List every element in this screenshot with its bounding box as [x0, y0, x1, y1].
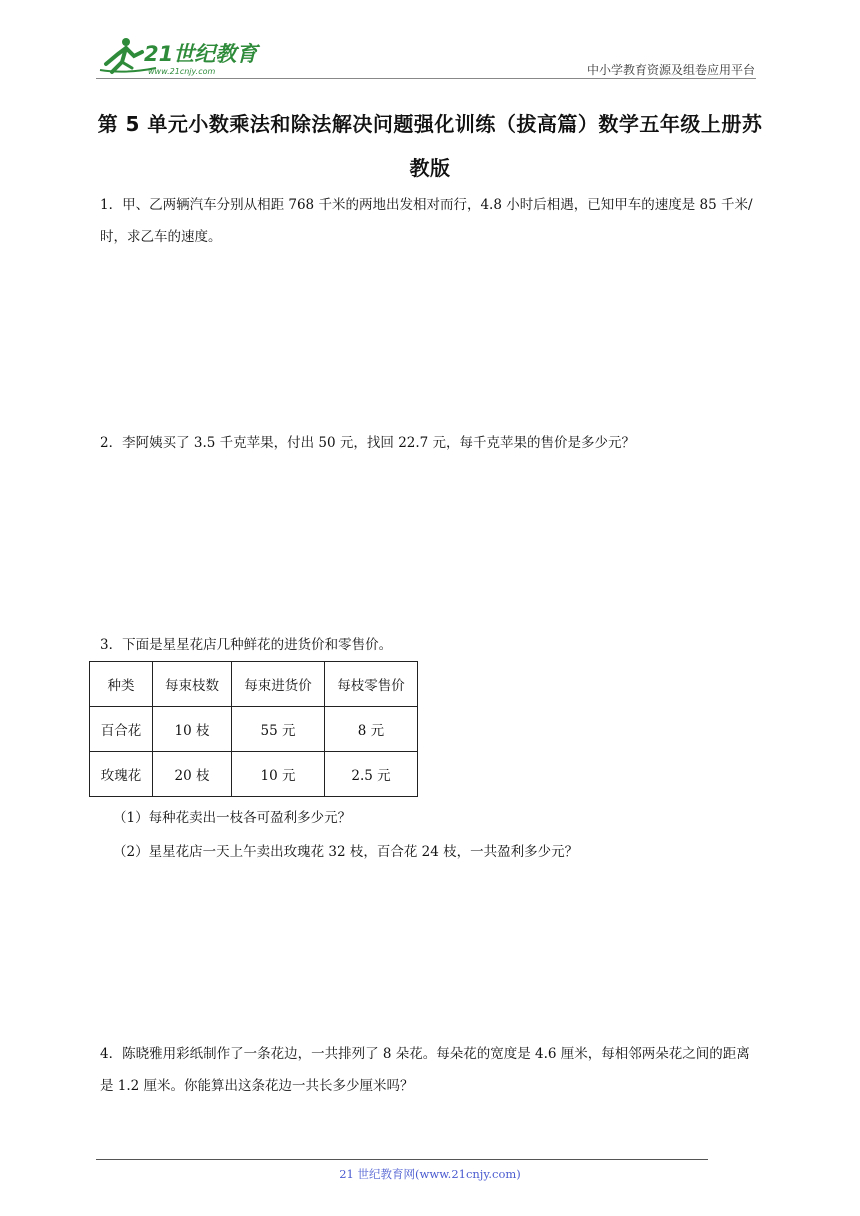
- table-header-cell: 每束枝数: [153, 662, 232, 707]
- question-3: 3．下面是星星花店几种鲜花的进货价和零售价。: [100, 637, 393, 653]
- header-tagline: 中小学教育资源及组卷应用平台: [586, 63, 755, 77]
- sub-question-1: （1）每种花卖出一枝各可盈利多少元？: [113, 810, 352, 826]
- table-cell: 20 枝: [153, 752, 232, 797]
- logo-url: www.21cnjy.com: [148, 67, 216, 76]
- table-cell: 10 枝: [153, 707, 232, 752]
- sub-question-2: （2）星星花店一天上午卖出玫瑰花 32 枝，百合花 24 枝，一共盈利多少元？: [113, 844, 579, 860]
- table-header-row: [90, 662, 418, 707]
- table-header-cell: 每束进货价: [232, 662, 325, 707]
- table-cell: 55 元: [232, 707, 325, 752]
- question-4: 4．陈晓雅用彩纸制作了一条花边，一共排列了 8 朵花。每朵花的宽度是 4.6 厘米，每相邻两朵花之间的距离是 1.2 厘米。你能算出这条花边一共长多少厘米吗？: [100, 1046, 750, 1094]
- header-divider: [96, 78, 756, 79]
- table-row: [90, 707, 418, 752]
- logo-text: 21世纪教育: [144, 42, 258, 66]
- table-cell: 百合花: [90, 707, 153, 752]
- flower-price-table: [89, 661, 418, 797]
- footer-divider: [96, 1159, 708, 1160]
- table-cell: 玫瑰花: [90, 752, 153, 797]
- page-title: 第 5 单元小数乘法和除法解决问题强化训练（拔高篇）数学五年级上册苏教版: [97, 112, 763, 180]
- table-header-cell: 种类: [90, 662, 153, 707]
- table-cell: 10 元: [232, 752, 325, 797]
- runner-logo-icon: [96, 34, 266, 78]
- site-logo: [96, 34, 266, 78]
- question-2: 2．李阿姨买了 3.5 千克苹果，付出 50 元，找回 22.7 元，每千克苹果的售价是多少元？: [100, 435, 636, 451]
- table-header-cell: 每枝零售价: [325, 662, 418, 707]
- table-row: [90, 752, 418, 797]
- table-cell: 2.5 元: [325, 752, 418, 797]
- question-1: 1．甲、乙两辆汽车分别从相距 768 千米的两地出发相对而行，4.8 小时后相遇，已知甲车的速度是 85 千米/时，求乙车的速度。: [100, 197, 753, 245]
- footer-link[interactable]: 21 世纪教育网(www.21cnjy.com): [339, 1167, 521, 1181]
- table-cell: 8 元: [325, 707, 418, 752]
